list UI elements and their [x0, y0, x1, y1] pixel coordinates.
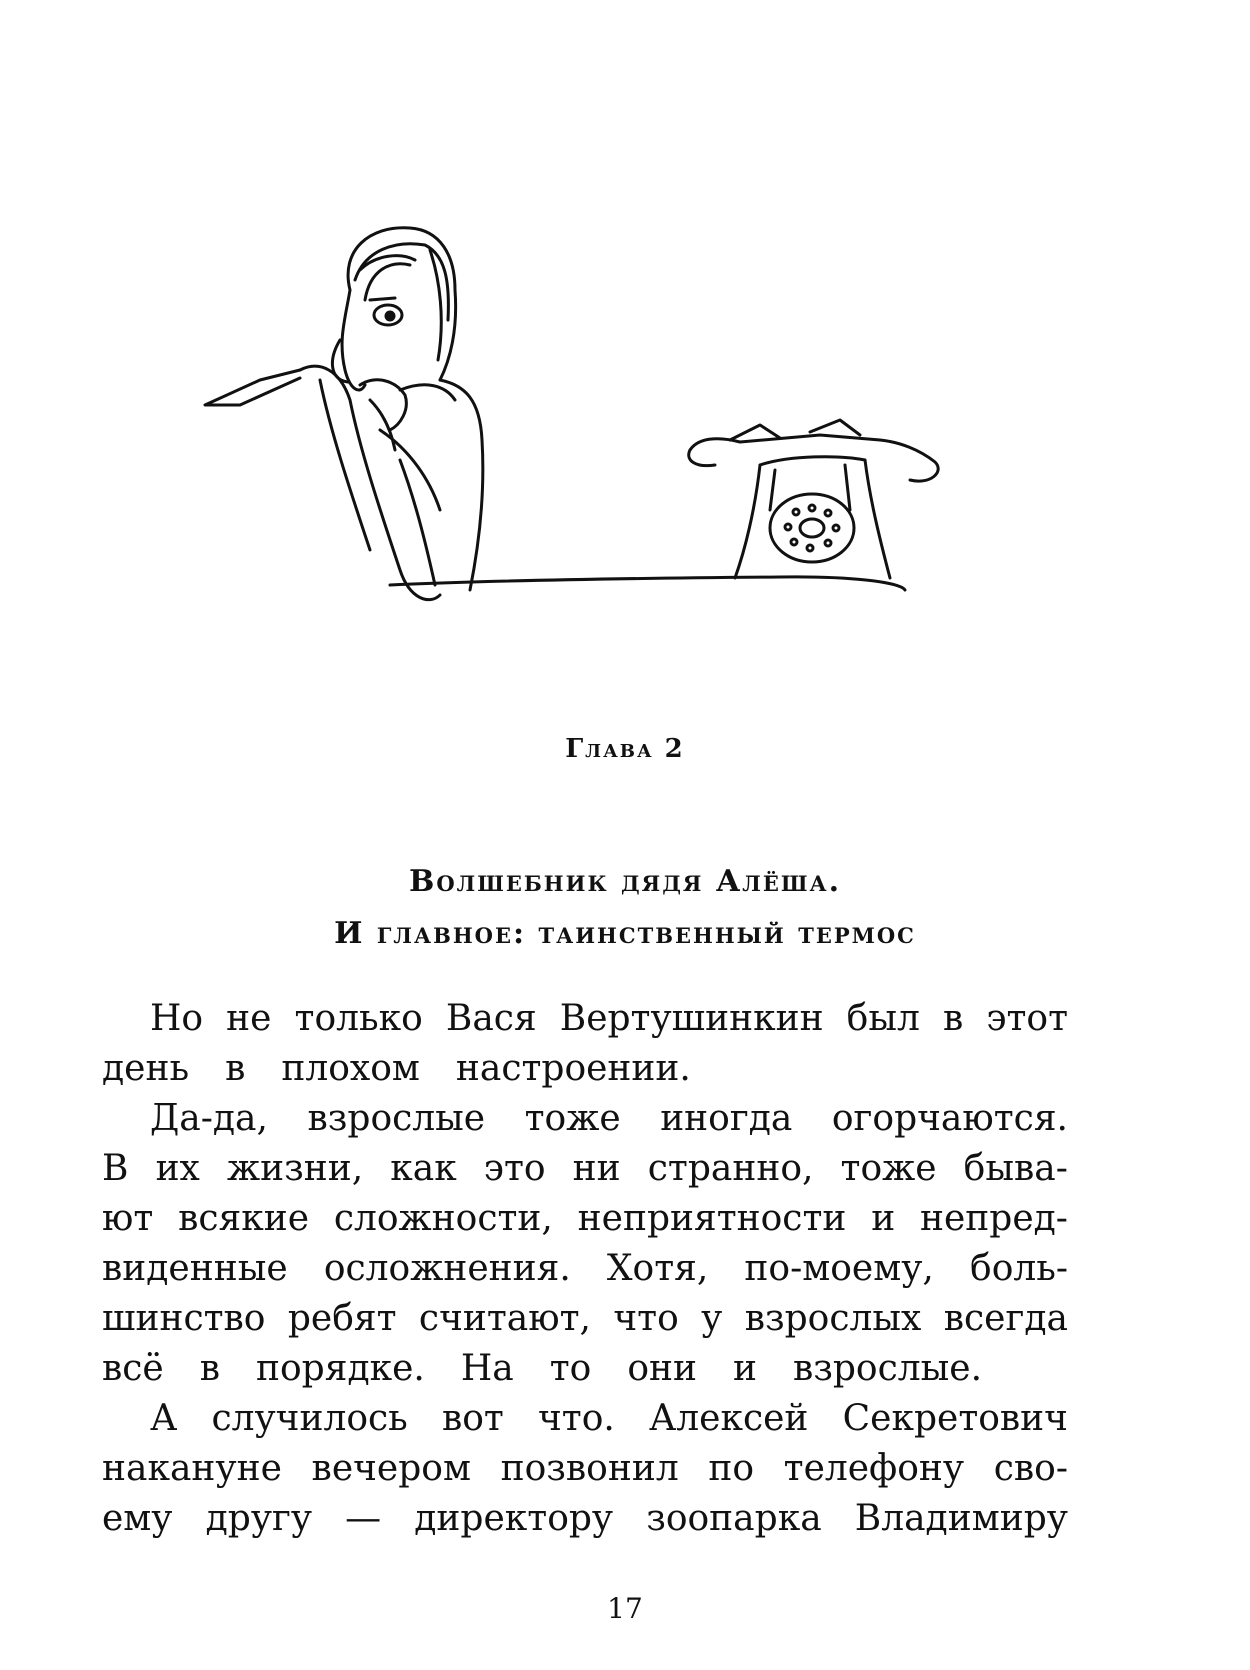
- word: случилось: [211, 1398, 408, 1439]
- word: огорчаются.: [831, 1098, 1068, 1139]
- word: Вася: [445, 998, 537, 1039]
- word: всегда: [943, 1298, 1068, 1339]
- word: позвонил: [500, 1448, 679, 1489]
- text-line: [102, 1344, 1068, 1394]
- text-line: [102, 1094, 1068, 1144]
- word: и: [871, 1198, 896, 1239]
- word: и: [732, 1348, 757, 1389]
- word: сложности,: [333, 1198, 553, 1239]
- text-line: [102, 1294, 1068, 1344]
- text-line: [102, 1044, 1068, 1094]
- word: иногда: [660, 1098, 793, 1139]
- word: всякие: [178, 1198, 310, 1239]
- word: осложнения.: [323, 1248, 571, 1289]
- text-line: [102, 1194, 1068, 1244]
- word: вот: [441, 1398, 504, 1439]
- word: ему: [102, 1498, 173, 1539]
- word: шинство: [102, 1298, 266, 1339]
- word: взрослые: [307, 1098, 486, 1139]
- text-line: [102, 1394, 1068, 1444]
- word: что: [613, 1298, 679, 1339]
- body-text: [102, 994, 1068, 1544]
- word: телефону: [783, 1448, 965, 1489]
- word: взрослые.: [792, 1348, 983, 1389]
- word: по: [708, 1448, 755, 1489]
- word: взрослых: [744, 1298, 922, 1339]
- word: этот: [986, 998, 1068, 1039]
- word: В: [102, 1148, 129, 1189]
- word: Секретович: [842, 1398, 1068, 1439]
- word: ребят: [287, 1298, 397, 1339]
- word: в: [199, 1348, 221, 1389]
- word: в: [225, 1048, 246, 1089]
- word: ни: [572, 1148, 621, 1189]
- text-line: [102, 1494, 1068, 1544]
- word: по-моему,: [744, 1248, 934, 1289]
- word: накануне: [102, 1448, 282, 1489]
- text-line: [102, 994, 1068, 1044]
- word: Алексей: [649, 1398, 809, 1439]
- chapter-title-line-2: И главное: таинственный термос: [334, 916, 916, 951]
- word: зоопарка: [646, 1498, 822, 1539]
- word: На: [460, 1348, 514, 1389]
- chapter-title-line-1: Волшебник дядя Алёша.: [408, 864, 842, 899]
- word: вечером: [311, 1448, 471, 1489]
- page-number: 17: [607, 1592, 643, 1625]
- word: Хотя,: [606, 1248, 709, 1289]
- word: непред-: [920, 1198, 1068, 1239]
- word: тоже: [840, 1148, 937, 1189]
- word: виденные: [102, 1248, 288, 1289]
- word: жизни,: [226, 1148, 364, 1189]
- word: всё: [102, 1348, 164, 1389]
- word: боль-: [970, 1248, 1068, 1289]
- text-line: [102, 1144, 1068, 1194]
- word: тоже: [524, 1098, 621, 1139]
- word: странно,: [647, 1148, 814, 1189]
- word: Вертушинкин: [559, 998, 824, 1039]
- text-line: [102, 1444, 1068, 1494]
- word: день: [102, 1048, 190, 1089]
- word: настроении.: [455, 1048, 691, 1089]
- word: они: [627, 1348, 697, 1389]
- word: считают,: [418, 1298, 591, 1339]
- word: был: [846, 998, 920, 1039]
- word: это: [483, 1148, 546, 1189]
- word: ют: [102, 1198, 154, 1239]
- word: Но: [150, 998, 204, 1039]
- chapter-label: Глава 2: [565, 734, 685, 764]
- word: у: [701, 1298, 723, 1339]
- word: порядке.: [256, 1348, 425, 1389]
- word: неприятности: [577, 1198, 847, 1239]
- word: не: [226, 998, 272, 1039]
- chapter-title: [0, 856, 1250, 960]
- word: А: [150, 1398, 178, 1439]
- word: сво-: [993, 1448, 1068, 1489]
- word: только: [294, 998, 423, 1039]
- word: быва-: [963, 1148, 1068, 1189]
- word: как: [390, 1148, 457, 1189]
- telephone-drawing: [689, 420, 938, 578]
- word: Владимиру: [854, 1498, 1068, 1539]
- word: в: [942, 998, 964, 1039]
- word: что.: [538, 1398, 615, 1439]
- word: их: [155, 1148, 200, 1189]
- text-line: [102, 1244, 1068, 1294]
- word: то: [549, 1348, 592, 1389]
- word: другу: [205, 1498, 313, 1539]
- man-drawing: [205, 228, 905, 600]
- word: директору: [414, 1498, 614, 1539]
- word: Да-да,: [150, 1098, 268, 1139]
- word: плохом: [281, 1048, 420, 1089]
- illustration: [200, 210, 1020, 660]
- word: —: [345, 1498, 382, 1539]
